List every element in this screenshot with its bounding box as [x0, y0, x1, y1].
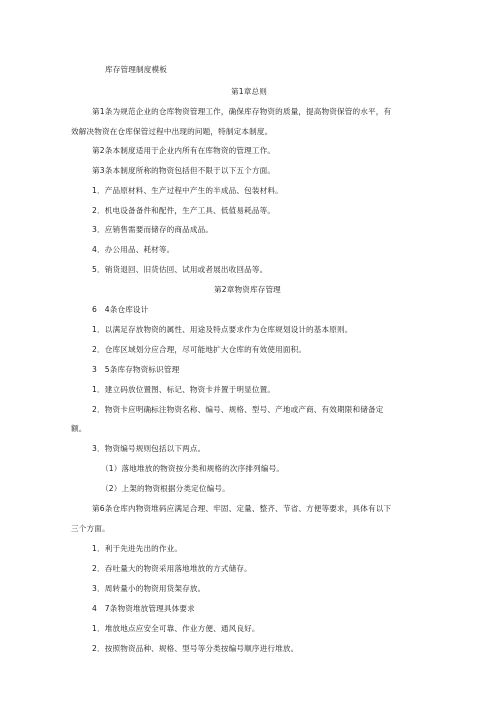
article-4-item-1: 1．以满足存放物资的属性、用途及特点要求作为仓库规划设计的基本原则。: [92, 325, 353, 334]
article-2: 第2条本制度适用于企业内所有在库物资的管理工作。: [92, 146, 276, 155]
article-5-item-3: 3．物资编号规则包括以下两点。: [92, 444, 206, 453]
chapter-1-heading: 第1章总则: [231, 87, 267, 96]
article-3-item-2: 2．机电设备备件和配件，生产工具、低值易耗品等。: [92, 206, 276, 215]
article-3: 第3条本制度所称的物资包括但不限于以下五个方面。: [92, 166, 276, 175]
article-6-item-2: 2．吞吐量大的物资采用落地堆放的方式储存。: [92, 564, 252, 573]
article-5-item-2-line-2: 额。: [71, 424, 87, 433]
article-5-sub-item-1: （1）落地堆放的物资按分类和规格的次序排列编号。: [101, 464, 285, 473]
article-7-heading: 4 7条物资堆放管理具体要求: [92, 604, 195, 613]
article-6-line-1: 第6条仓库内物资堆码应满足合理、牢固、定量、整齐、节省、方便等要求，具体有以下: [92, 504, 392, 513]
article-6-item-3: 3．周转量小的物资用货架存放。: [92, 584, 206, 593]
article-1-line-2: 效解决物资在仓库保管过程中出现的问题，特制定本制度。: [71, 127, 273, 136]
article-5-item-2-line-1: 2．物资卡应明确标注物资名称、编号、规格、型号、产地或产商、有效期限和储备定: [92, 405, 384, 414]
article-3-item-4: 4．办公用品、耗材等。: [92, 245, 175, 254]
chapter-2-heading: 第2章物资库存管理: [214, 285, 281, 294]
article-7-item-2: 2．按照物资品种、规格、型号等分类按编号顺序进行堆放。: [92, 644, 299, 653]
article-5-sub-item-2: （2）上架的物资根据分类定位编号。: [101, 484, 230, 493]
article-5-item-1: 1．建立码放位置图、标记、物资卡并置于明显位置。: [92, 385, 276, 394]
article-4-heading: 6 4条仓库设计: [92, 305, 149, 314]
article-1-line-1: 第1条为规范企业的仓库物资管理工作，确保库存物资的质量，提高物资保管的水平，有: [92, 107, 392, 116]
article-7-item-1: 1．堆放地点应安全可靠、作业方便、通风良好。: [92, 624, 260, 633]
article-3-item-5: 5．销货退回、旧货估回、试用或者展出收回品等。: [92, 265, 268, 274]
article-3-item-1: 1．产品原材料、生产过程中产生的半成品、包装材料。: [92, 186, 283, 195]
article-5-heading: 3 5条库存物资标识管理: [92, 365, 180, 374]
article-6-line-2: 三个方面。: [71, 524, 110, 533]
article-4-item-2: 2．仓库区域划分应合理，尽可能地扩大仓库的有效使用面积。: [92, 345, 307, 354]
document-title: 库存管理制度模板: [105, 65, 167, 74]
article-3-item-3: 3．应销售需要而储存的商品成品。: [92, 225, 214, 234]
article-6-item-1: 1．利于先进先出的作业。: [92, 544, 183, 553]
